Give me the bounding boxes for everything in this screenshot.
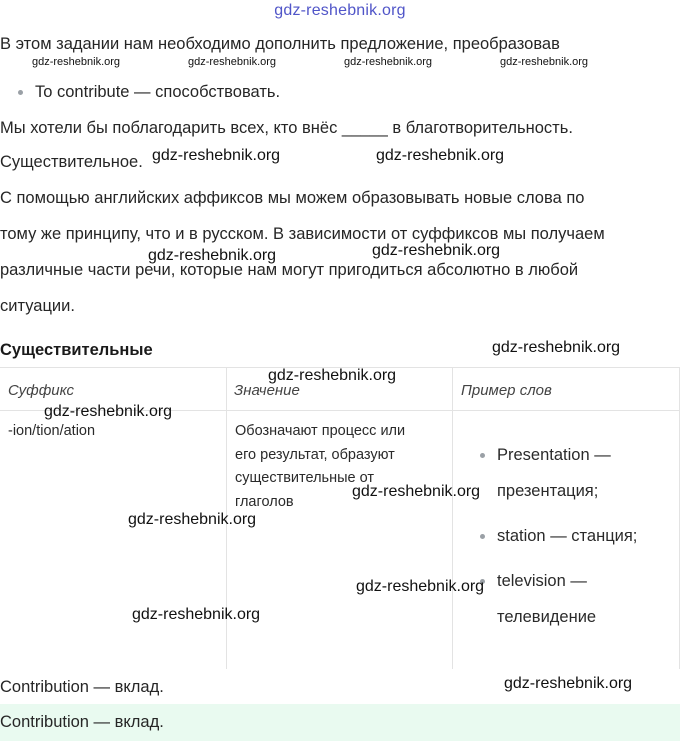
watermark: gdz-reshebnik.org: [32, 56, 121, 68]
explanation-line: тому же принципу, что и в русском. В зависимости от суффиксов мы получаем: [0, 225, 605, 243]
table-header-suffix: Суффикс: [8, 382, 74, 399]
part-of-speech: Существительное.: [0, 153, 143, 171]
watermark: gdz-reshebnik.org: [504, 675, 633, 692]
watermark: gdz-reshebnik.org: [376, 147, 505, 164]
watermark: gdz-reshebnik.org: [356, 578, 485, 595]
table-header-meaning: Значение: [234, 382, 300, 399]
example-item: station — станция;: [497, 527, 638, 545]
watermark: gdz-reshebnik.org: [128, 511, 257, 528]
watermark: gdz-reshebnik.org: [132, 606, 261, 623]
watermark: gdz-reshebnik.org: [352, 483, 481, 500]
explanation-line: различные части речи, которые нам могут пригодиться абсолютно в любой: [0, 261, 579, 279]
site-title[interactable]: gdz-reshebnik.org: [274, 2, 406, 19]
watermark: gdz-reshebnik.org: [500, 56, 589, 68]
watermark: gdz-reshebnik.org: [44, 403, 173, 420]
sentence-text: Мы хотели бы поблагодарить всех, кто внёс _____ в благотворительность.: [0, 119, 573, 137]
watermark: gdz-reshebnik.org: [268, 367, 397, 384]
watermark: gdz-reshebnik.org: [344, 56, 433, 68]
watermark: gdz-reshebnik.org: [492, 339, 621, 356]
answer-highlight-text: Contribution — вклад.: [0, 713, 164, 731]
watermark: gdz-reshebnik.org: [152, 147, 281, 164]
watermark: gdz-reshebnik.org: [188, 56, 277, 68]
bullet-icon: [18, 90, 23, 95]
watermark: gdz-reshebnik.org: [148, 247, 277, 264]
example-item: television — телевидение: [497, 572, 597, 626]
table-header-examples: Пример слов: [461, 382, 552, 399]
table-cell-meaning: Обозначают процесс или его результат, образуют существительные от глаголов: [235, 423, 406, 510]
bullet-icon: [480, 453, 485, 458]
watermark: gdz-reshebnik.org: [372, 242, 501, 259]
answer-highlight: [0, 704, 680, 741]
explanation-line: С помощью английских аффиксов мы можем образовывать новые слова по: [0, 189, 585, 207]
bullet-icon: [480, 534, 485, 539]
bullet-text: To contribute — способствовать.: [35, 83, 281, 101]
table-cell-suffix: -ion/tion/ation: [8, 423, 96, 439]
answer-text: Contribution — вклад.: [0, 678, 164, 696]
example-item: Presentation — презентация;: [497, 446, 611, 500]
explanation-line: ситуации.: [0, 297, 75, 315]
table-title: Существительные: [0, 341, 153, 359]
intro-text: В этом задании нам необходимо дополнить предложение, преобразовав: [0, 35, 560, 53]
